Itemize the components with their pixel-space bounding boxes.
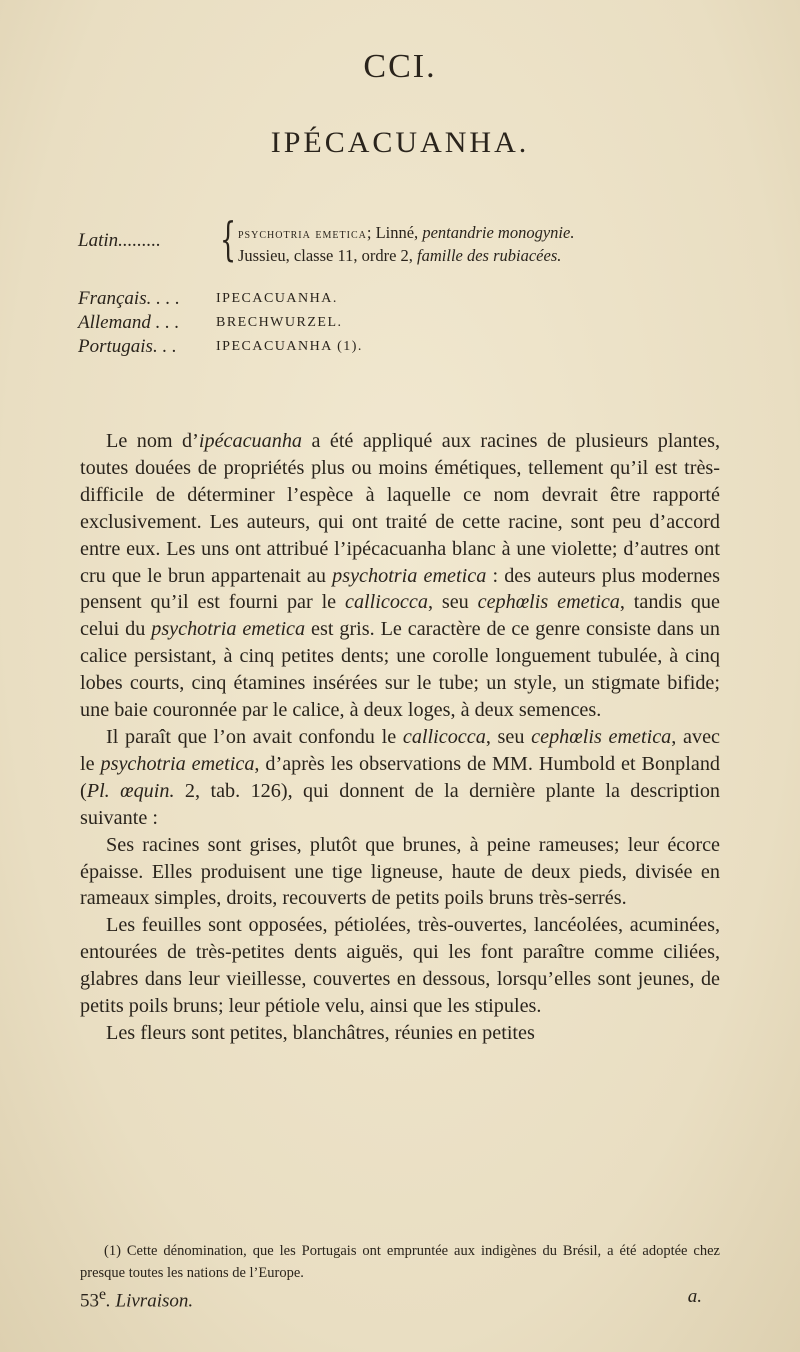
language-label-german: Allemand . . . bbox=[78, 312, 180, 333]
livraison-label: . Livraison. bbox=[106, 1290, 194, 1312]
latin-line-2: Jussieu, classe 11, ordre 2, famille des rubiacées. bbox=[238, 246, 562, 265]
synonymy-latin bbox=[78, 212, 758, 272]
livraison-number: 53 bbox=[80, 1290, 99, 1312]
signature-line bbox=[80, 1286, 720, 1312]
paragraph-2: Il paraît que l’on avait confondu le callicocca, seu cephœlis emetica, avec le psychotria emetica, d’après les observations de MM. Humbold et Bonpland (Pl. œquin. 2, tab. 126), qui donnent de la dernière plante la description suivante : bbox=[80, 725, 721, 829]
synonymy-french bbox=[78, 288, 758, 312]
signature-mark: a. bbox=[687, 1286, 702, 1307]
paragraph-4: Les feuilles sont opposées, pétiolées, très-ouvertes, lancéolées, acuminées, entourées de très-petites dents aiguës, qui les font paraître comme ciliées, glabres dans leur vieillesse, couvertes en dessous, lorsqu’elles sont jeunes, de petits poils bruns; leur pétiole velu, ainsi que les stipules. bbox=[80, 914, 720, 1018]
synonym-value-french: IPECACUANHA. bbox=[216, 291, 338, 306]
synonymy-german bbox=[78, 312, 758, 336]
synonym-value-german: BRECHWURZEL. bbox=[216, 315, 343, 330]
paragraph-5: Les fleurs sont petites, blanchâtres, réunies en petites bbox=[106, 1021, 535, 1044]
footnote: (1) Cette dénomination, que les Portugais ont empruntée aux indigènes du Brésil, a été adoptée chez presque toutes les nations de l’Europe. bbox=[80, 1243, 720, 1281]
language-label-french: Français. . . . bbox=[78, 288, 180, 309]
page-title: IPÉCACUANHA. bbox=[270, 126, 530, 159]
language-label-portuguese: Portugais. . . bbox=[78, 336, 177, 357]
brace-glyph: { bbox=[220, 212, 237, 266]
language-label-latin: Latin......... bbox=[78, 230, 161, 251]
latin-lines bbox=[238, 222, 574, 267]
latin-line-1: psychotria emetica; Linné, pentandrie monogynie. bbox=[238, 223, 575, 242]
paragraph-1: Le nom d’ipécacuanha a été appliqué aux racines de plusieurs plantes, toutes douées de propriétés plus ou moins émétiques, tellement qu’il est très-difficile de déterminer l’espèce à laquelle ce nom devrait être rapporté exclusivement. Les auteurs, qui ont traité de cette racine, sont peu d’accord entre eux. Les uns ont attribué l’ipécacuanha blanc à une violette; d’autres ont cru que le brun appartenait au psychotria emetica : des auteurs plus modernes pensent qu’il est fourni par le callicocca, seu cephœlis emetica, tandis que celui du psychotria emetica est gris. Le caractère de ce genre consiste dans un calice persistant, à cinq petites dents; une corolle longuement tubulée, à cinq lobes courts, cinq étamines insérées sur le tube; un style, un stigmate bifide; une baie couronnée par le calice, à deux loges, à deux semences. bbox=[80, 430, 721, 722]
synonym-value-portuguese: IPECACUANHA (1). bbox=[216, 339, 363, 354]
body-text bbox=[80, 428, 720, 1047]
paragraph-3: Ses racines sont grises, plutôt que brunes, à peine rameuses; leur écorce épaisse. Elles produisent une tige ligneuse, haute de deux pieds, divisée en rameaux simples, droits, recouverts de petits poils bruns très-serrés. bbox=[80, 833, 720, 910]
livraison-superscript: e bbox=[99, 1286, 107, 1303]
synonymy-portuguese bbox=[78, 336, 758, 360]
folio-number: CCI. bbox=[363, 48, 437, 85]
